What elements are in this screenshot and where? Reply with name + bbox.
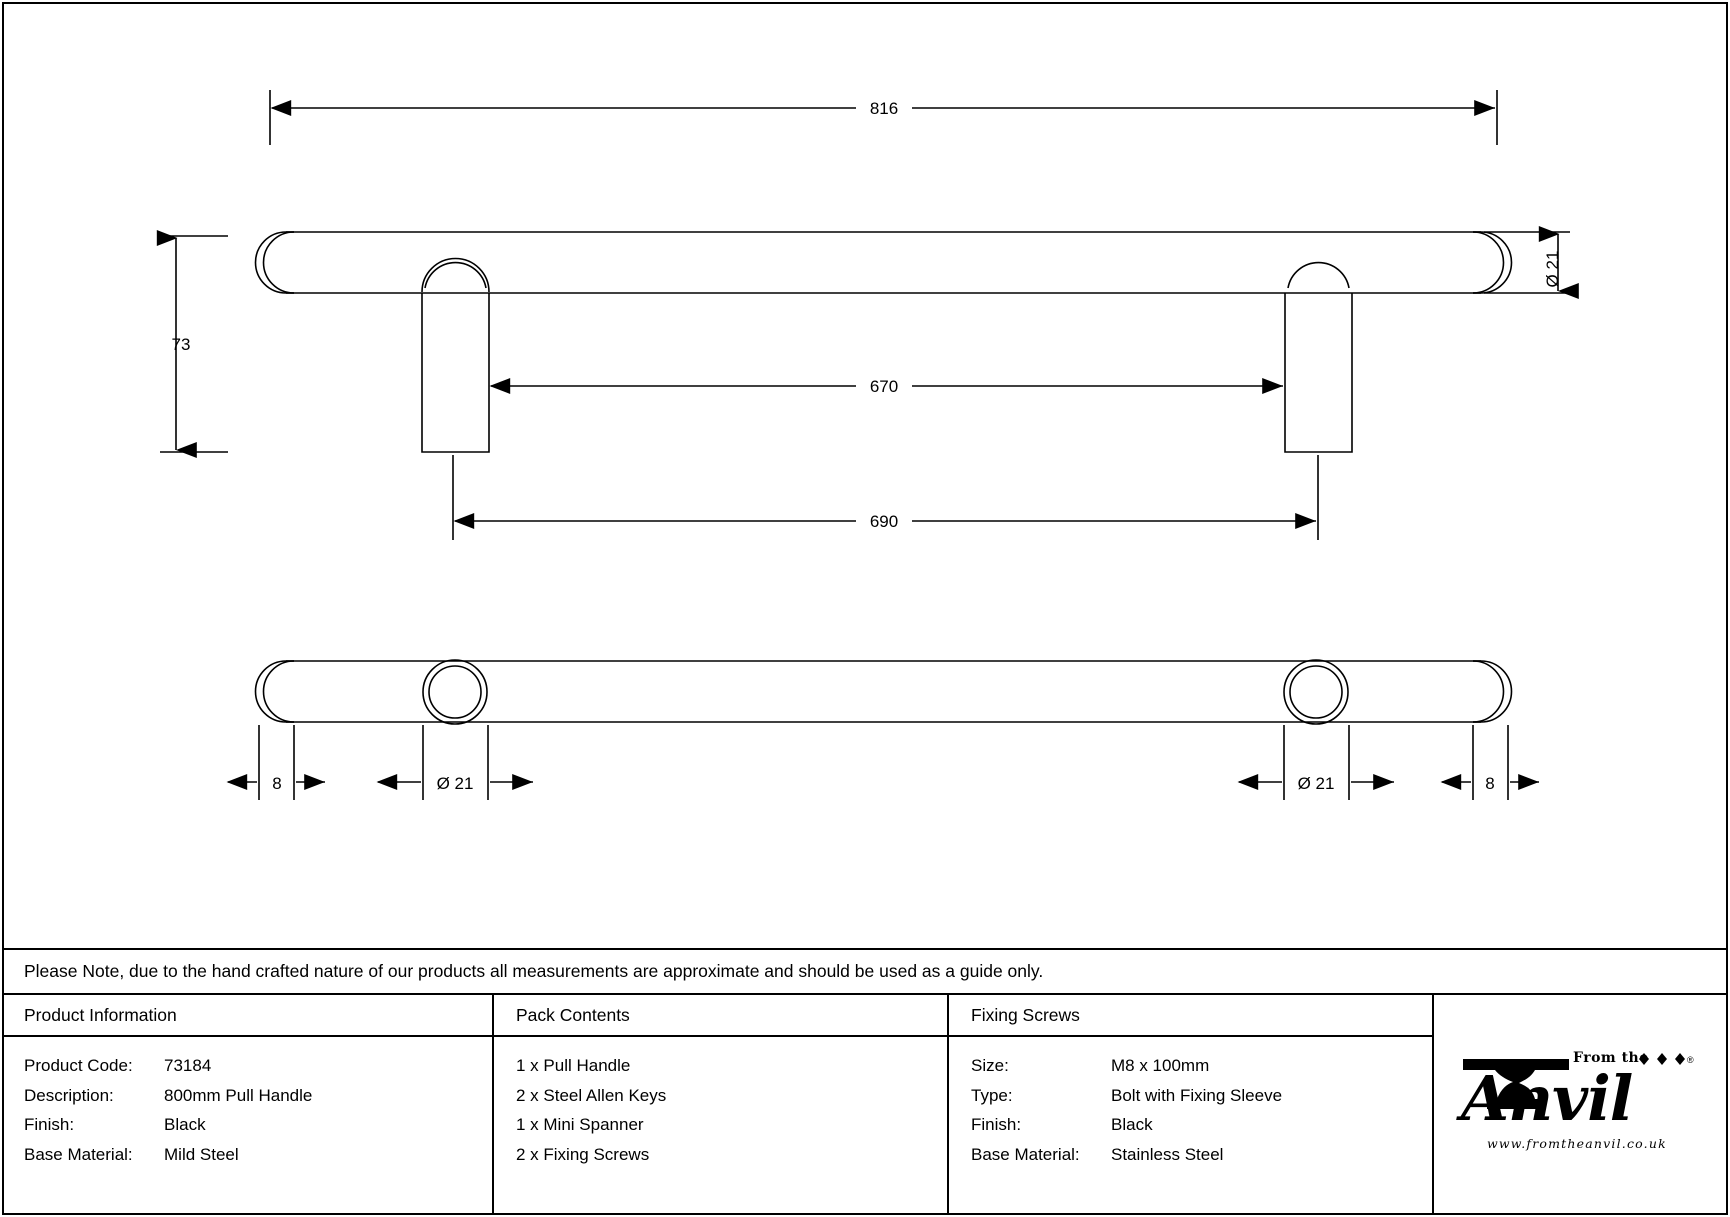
- description-value: 800mm Pull Handle: [164, 1085, 313, 1105]
- table-row: [24, 1110, 492, 1140]
- dim-height: 73: [171, 335, 191, 354]
- table-row: [24, 1140, 492, 1170]
- list-item: 1 x Pull Handle: [516, 1056, 631, 1075]
- brand-logo: [1434, 995, 1726, 1213]
- brand-column: [1434, 995, 1726, 1213]
- dim-diameter-right: Ø 21: [1543, 250, 1562, 288]
- product-code-value: 73184: [164, 1056, 212, 1075]
- logo-registered-mark: ®: [1687, 1054, 1694, 1065]
- dim-rose-left: Ø 21: [436, 774, 474, 793]
- pack-contents-body: [494, 1037, 947, 1169]
- note-text: Please Note, due to the hand crafted nature of our products all measurements are approximate and should be used as a guide only.: [24, 961, 1044, 981]
- info-panel: [2, 948, 1728, 1213]
- list-item: 2 x Steel Allen Keys: [516, 1085, 667, 1105]
- table-row: [24, 1051, 492, 1081]
- finish-value: Black: [164, 1115, 206, 1134]
- screw-size-value: M8 x 100mm: [1111, 1056, 1210, 1075]
- fixing-screws-column: [949, 995, 1434, 1213]
- screw-finish-value: Black: [1111, 1115, 1153, 1134]
- product-information-body: [2, 1037, 492, 1169]
- fixing-screws-header: Fixing Screws: [949, 995, 1432, 1037]
- list-item: 2 x Fixing Screws: [516, 1144, 650, 1164]
- dim-overall-length: 816: [869, 99, 899, 118]
- list-item: 1 x Mini Spanner: [516, 1115, 644, 1134]
- table-row: [971, 1081, 1432, 1111]
- product-code-label: Product Code:: [24, 1056, 133, 1075]
- logo-url-text: www.fromtheanvil.co.uk: [1487, 1135, 1667, 1151]
- screw-base-material-label: Base Material:: [971, 1144, 1080, 1164]
- dim-centres: 670: [869, 377, 899, 396]
- fixing-screws-body: [949, 1037, 1432, 1169]
- logo-anvil-text: Anvil: [1461, 1061, 1633, 1135]
- base-material-label: Base Material:: [24, 1144, 133, 1164]
- dim-rose-right: Ø 21: [1297, 774, 1335, 793]
- screw-finish-label: Finish:: [971, 1115, 1022, 1134]
- table-row: [971, 1140, 1432, 1170]
- description-label: Description:: [24, 1085, 114, 1105]
- dim-end-left: 8: [272, 774, 282, 793]
- base-material-value: Mild Steel: [164, 1144, 239, 1164]
- table-row: [971, 1051, 1432, 1081]
- screw-type-value: Bolt with Fixing Sleeve: [1111, 1085, 1283, 1105]
- info-columns: [2, 995, 1728, 1213]
- screw-base-material-value: Stainless Steel: [1111, 1144, 1224, 1164]
- screw-size-label: Size:: [971, 1056, 1009, 1075]
- finish-label: Finish:: [24, 1115, 75, 1134]
- table-row: [24, 1081, 492, 1111]
- pack-contents-column: [494, 995, 949, 1213]
- product-information-header: Product Information: [2, 995, 492, 1037]
- screw-type-label: Type:: [971, 1085, 1013, 1105]
- dim-end-right: 8: [1485, 774, 1495, 793]
- note-row: [2, 950, 1728, 995]
- product-information-column: [2, 995, 494, 1213]
- table-row: [971, 1110, 1432, 1140]
- dim-bar-span: 690: [869, 512, 899, 531]
- logo-from-the-text: From the: [1573, 1049, 1649, 1066]
- pack-contents-header: Pack Contents: [494, 995, 947, 1037]
